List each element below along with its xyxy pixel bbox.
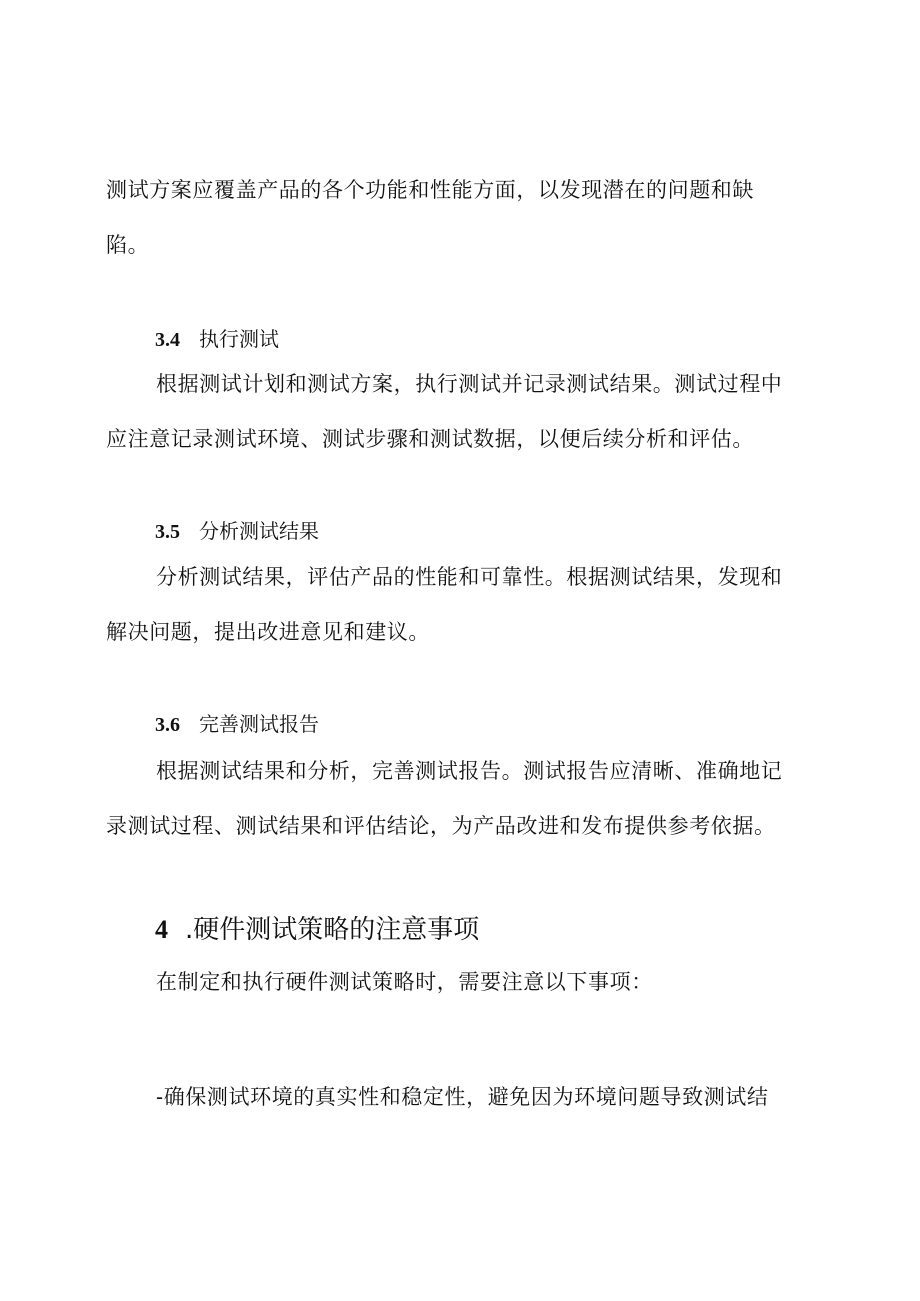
paragraph-line: 录测试过程、测试结果和评估结论，为产品改进和发布提供参考依据。 bbox=[106, 814, 776, 838]
paragraph-line: 在制定和执行硬件测试策略时，需要注意以下事项： bbox=[156, 970, 653, 994]
section-3-6-paragraph bbox=[106, 744, 836, 854]
paragraph-line: 应注意记录测试环境、测试步骤和测试数据，以便后续分析和评估。 bbox=[106, 427, 754, 451]
section-title: 执行测试 bbox=[199, 327, 279, 351]
chapter-bullet-paragraph bbox=[106, 1070, 836, 1125]
section-3-5-paragraph bbox=[106, 550, 836, 660]
intro-paragraph bbox=[106, 163, 836, 273]
chapter-title: .硬件测试策略的注意事项 bbox=[185, 915, 480, 945]
paragraph-line: 根据测试结果和分析，完善测试报告。测试报告应清晰、准确地记 bbox=[156, 759, 783, 783]
section-heading-3-5 bbox=[155, 516, 319, 547]
chapter-number: 4 bbox=[155, 915, 168, 944]
paragraph-line: 解决问题，提出改进意见和建议。 bbox=[106, 620, 430, 644]
paragraph-line: 陷。 bbox=[106, 233, 150, 257]
paragraph-line: 分析测试结果，评估产品的性能和可靠性。根据测试结果，发现和 bbox=[156, 565, 783, 589]
section-title: 完善测试报告 bbox=[199, 712, 319, 736]
section-number: 3.5 bbox=[155, 521, 180, 543]
chapter-intro-paragraph bbox=[106, 955, 836, 1010]
section-3-4-paragraph bbox=[106, 357, 836, 467]
section-title: 分析测试结果 bbox=[199, 519, 319, 543]
section-number: 3.6 bbox=[155, 714, 180, 736]
bullet-line: -确保测试环境的真实性和稳定性，避免因为环境问题导致测试结 bbox=[156, 1085, 769, 1109]
chapter-heading-4 bbox=[155, 910, 479, 950]
section-heading-3-4 bbox=[155, 324, 279, 355]
section-number: 3.4 bbox=[155, 329, 180, 351]
section-heading-3-6 bbox=[155, 709, 319, 740]
paragraph-line: 根据测试计划和测试方案，执行测试并记录测试结果。测试过程中 bbox=[156, 372, 783, 396]
paragraph-line: 测试方案应覆盖产品的各个功能和性能方面，以发现潜在的问题和缺 bbox=[106, 178, 754, 202]
